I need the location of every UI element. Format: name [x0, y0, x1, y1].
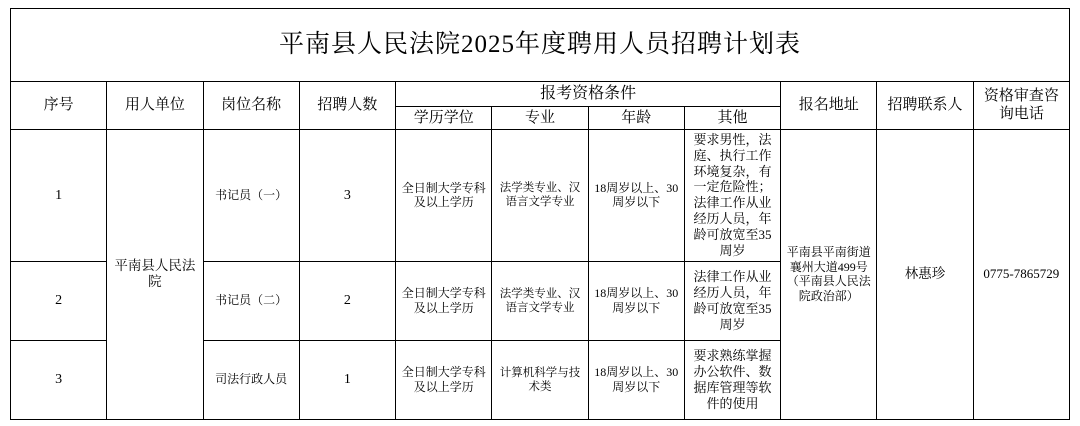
- header-contact: 招聘联系人: [877, 82, 973, 130]
- title-row: [11, 9, 1070, 82]
- cell-education: 全日制大学专科及以上学历: [396, 340, 492, 419]
- header-address: 报名地址: [781, 82, 877, 130]
- cell-count: 1: [299, 340, 395, 419]
- header-review-phone: 资格审查咨询电话: [973, 82, 1069, 130]
- cell-count: 2: [299, 261, 395, 340]
- cell-count: 3: [299, 129, 395, 261]
- cell-major: 计算机科学与技术类: [492, 340, 588, 419]
- cell-contact: 林惠珍: [877, 129, 973, 419]
- header-unit: 用人单位: [107, 82, 203, 130]
- header-education: 学历学位: [396, 106, 492, 129]
- cell-other: 法律工作从业经历人员，年龄可放宽至35周岁: [684, 261, 780, 340]
- cell-post: 司法行政人员: [203, 340, 299, 419]
- cell-age: 18周岁以上、30周岁以下: [588, 340, 684, 419]
- header-count: 招聘人数: [299, 82, 395, 130]
- header-post: 岗位名称: [203, 82, 299, 130]
- cell-post: 书记员（一）: [203, 129, 299, 261]
- recruitment-plan-table: [10, 8, 1070, 420]
- cell-major: 法学类专业、汉语言文学专业: [492, 261, 588, 340]
- cell-education: 全日制大学专科及以上学历: [396, 261, 492, 340]
- cell-post: 书记员（二）: [203, 261, 299, 340]
- cell-major: 法学类专业、汉语言文学专业: [492, 129, 588, 261]
- header-row-1: [11, 82, 1070, 107]
- cell-unit: 平南县人民法院: [107, 129, 203, 419]
- document-page: [0, 8, 1080, 426]
- cell-review-phone: 0775-7865729: [973, 129, 1069, 419]
- cell-address: 平南县平南街道襄州大道499号（平南县人民法院政治部）: [781, 129, 877, 419]
- cell-other: 要求男性，法庭、执行工作环境复杂，有一定危险性；法律工作从业经历人员，年龄可放宽至35周岁: [684, 129, 780, 261]
- row-index: 3: [11, 340, 107, 419]
- header-index: 序号: [11, 82, 107, 130]
- row-index: 1: [11, 129, 107, 261]
- header-qualification-group: 报考资格条件: [396, 82, 781, 107]
- header-other: 其他: [684, 106, 780, 129]
- cell-age: 18周岁以上、30周岁以下: [588, 129, 684, 261]
- page-title: 平南县人民法院2025年度聘用人员招聘计划表: [11, 9, 1070, 82]
- cell-age: 18周岁以上、30周岁以下: [588, 261, 684, 340]
- cell-education: 全日制大学专科及以上学历: [396, 129, 492, 261]
- header-major: 专业: [492, 106, 588, 129]
- header-age: 年龄: [588, 106, 684, 129]
- row-index: 2: [11, 261, 107, 340]
- table-row: [11, 129, 1070, 261]
- cell-other: 要求熟练掌握办公软件、数据库管理等软件的使用: [684, 340, 780, 419]
